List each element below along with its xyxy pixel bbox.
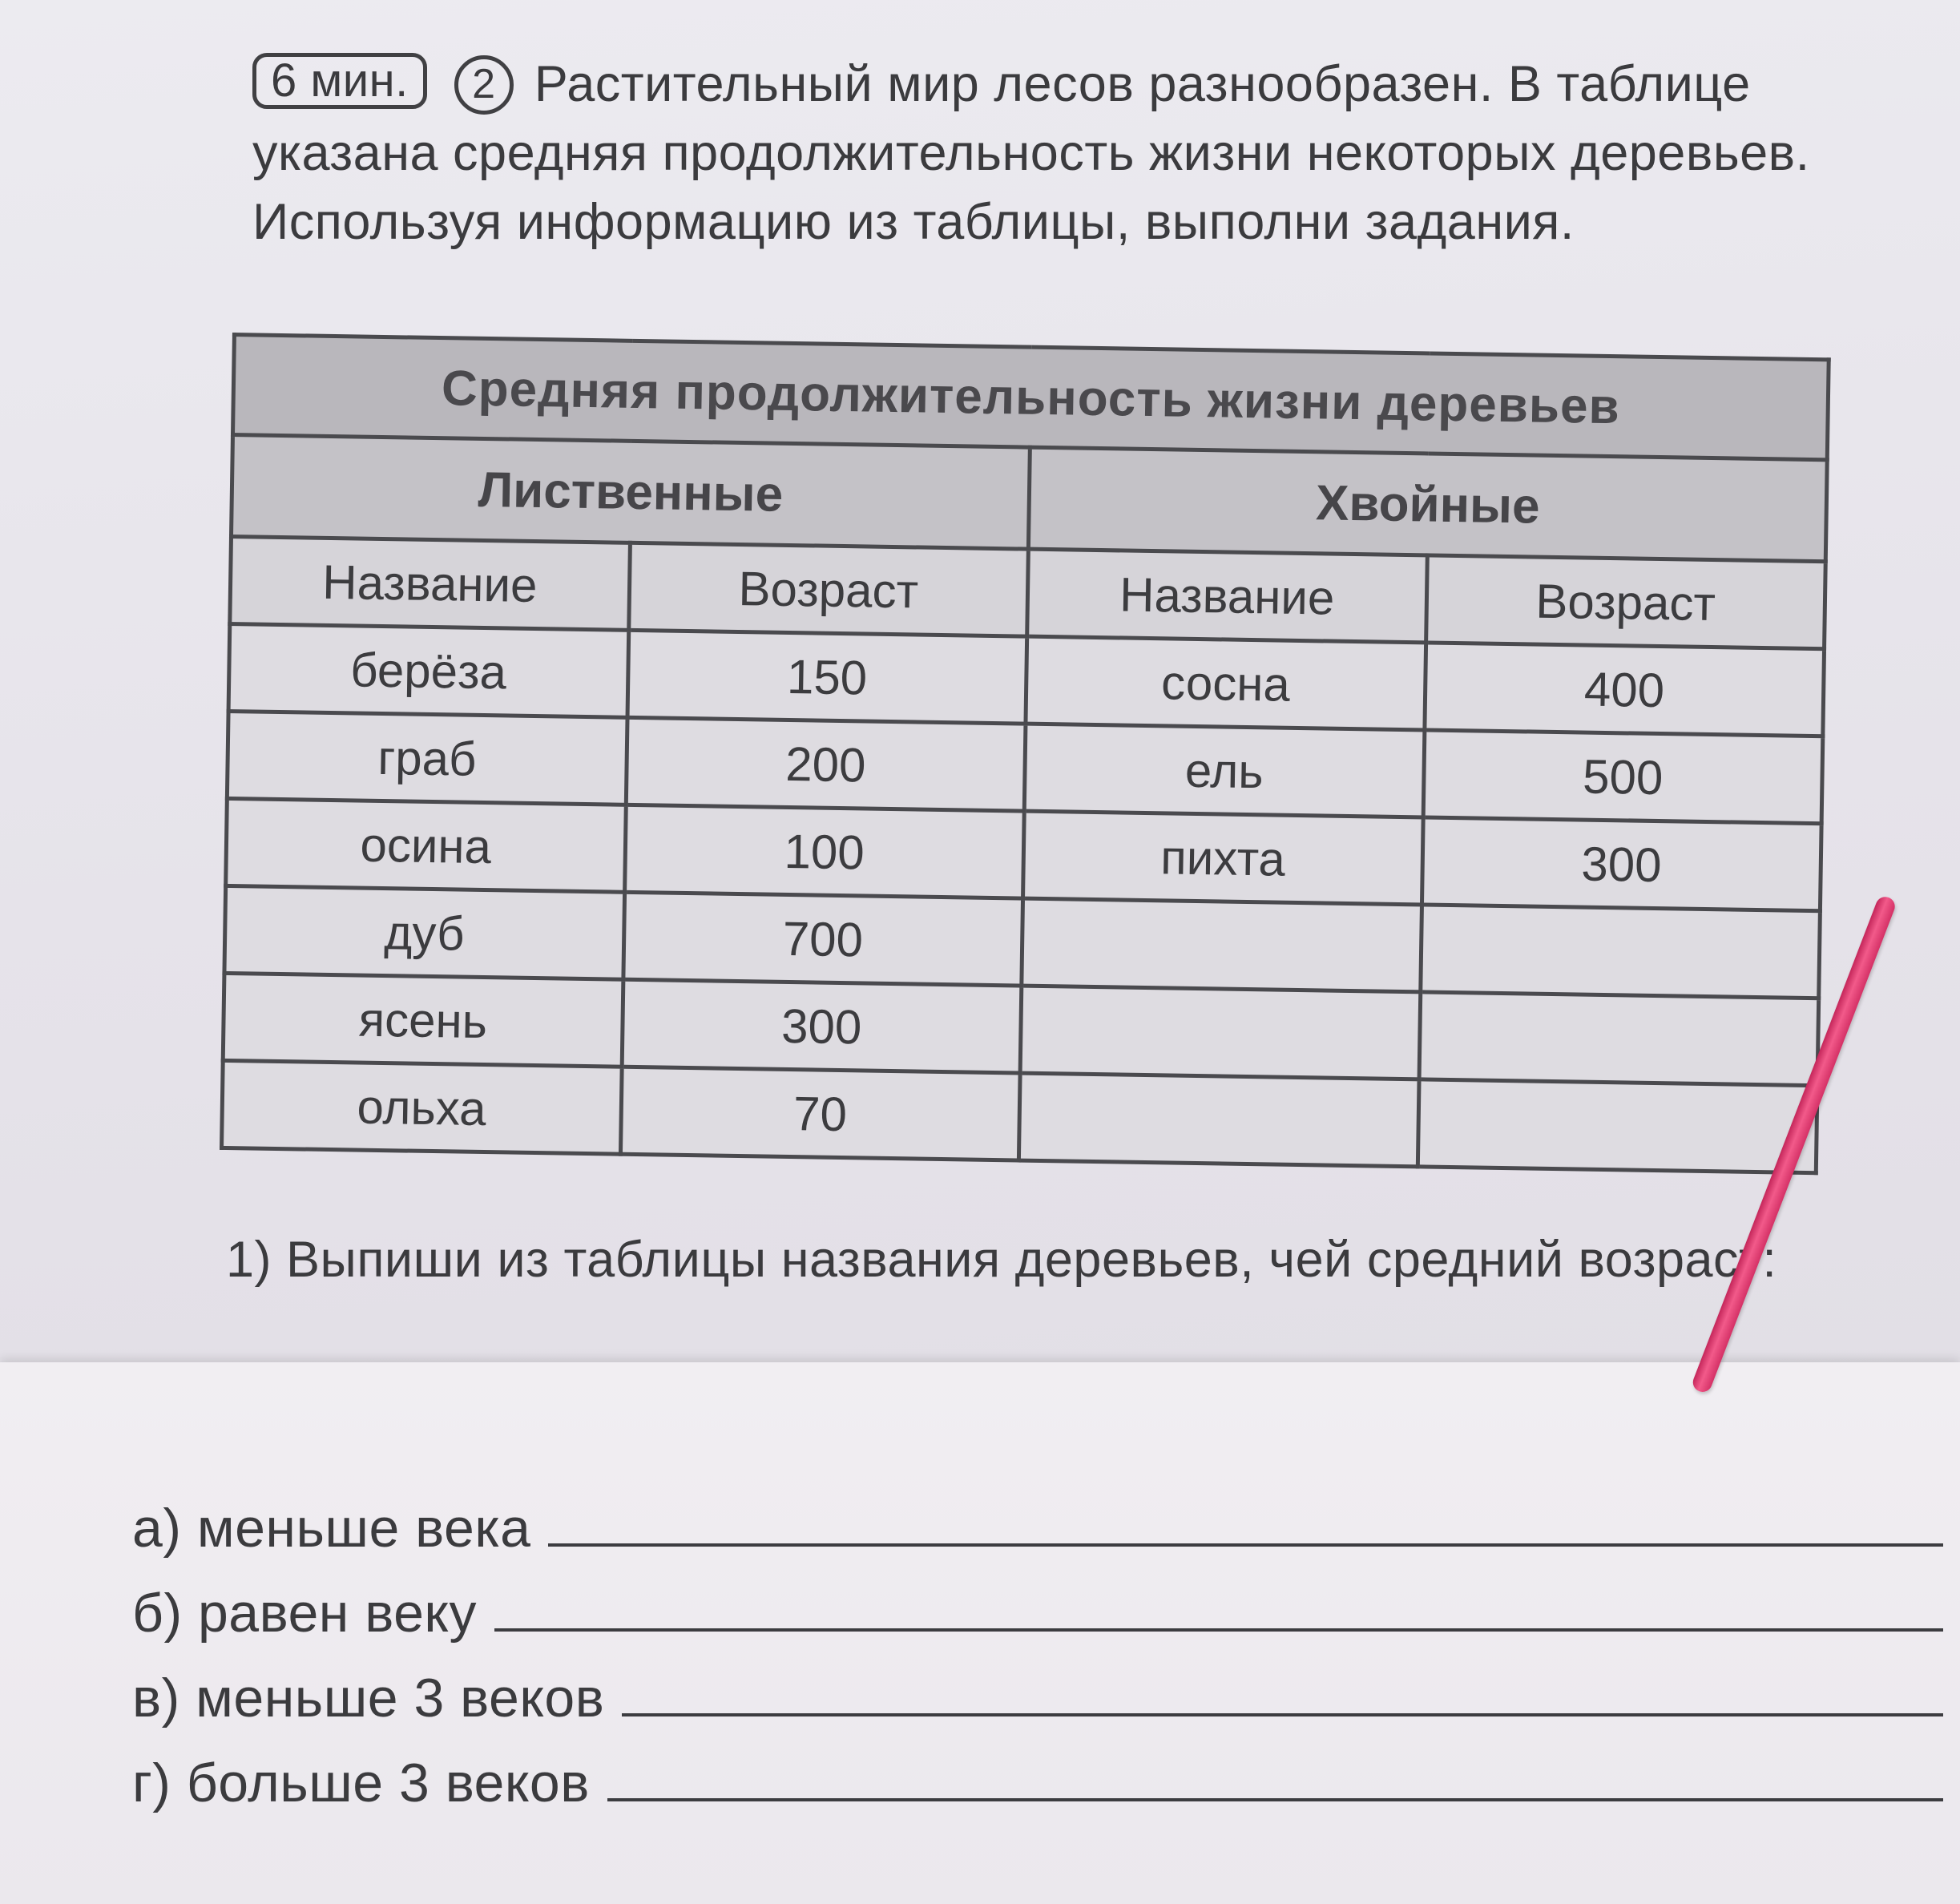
table-cell: берёза xyxy=(228,623,628,717)
task-text: Растительный мир лесов разнообразен. В таблице указана средняя продолжительность жизни некоторых деревьев. Используя информацию из таблицы, выполни задания. xyxy=(252,56,1810,250)
column-header: Возраст xyxy=(628,543,1028,636)
table-cell-empty xyxy=(1022,898,1422,992)
table-cell-empty xyxy=(1018,1073,1418,1167)
table-cell: 400 xyxy=(1424,643,1824,736)
tree-lifespan-table xyxy=(220,333,1831,1175)
worksheet-lower-page xyxy=(0,1362,1960,1904)
table-cell: ель xyxy=(1024,724,1424,817)
table-cell: сосна xyxy=(1026,636,1426,730)
column-header: Название xyxy=(1027,549,1427,643)
table-cell: 200 xyxy=(626,717,1026,811)
task-header xyxy=(252,50,1823,256)
table-cell-empty xyxy=(1418,1079,1817,1173)
table-cell: пихта xyxy=(1023,811,1423,905)
answer-blank-line[interactable] xyxy=(494,1625,1943,1632)
table-cell: 100 xyxy=(624,805,1024,898)
group-coniferous: Хвойные xyxy=(1028,447,1827,562)
task-number: 2 xyxy=(454,55,514,115)
answer-row-b xyxy=(132,1559,1943,1644)
table-cell: 300 xyxy=(622,979,1022,1073)
time-badge: 6 мин. xyxy=(252,53,427,109)
table-cell: дуб xyxy=(224,885,624,979)
table-cell-empty xyxy=(1420,905,1820,998)
table-title: Средняя продолжительность жизни деревьев xyxy=(232,335,1829,460)
table-cell: 150 xyxy=(627,630,1027,724)
answer-label: в) меньше 3 веков xyxy=(132,1668,605,1729)
answer-blank-line[interactable] xyxy=(622,1710,1943,1716)
answer-blank-line[interactable] xyxy=(548,1540,1943,1547)
answer-label: б) равен веку xyxy=(132,1583,477,1644)
table-cell: граб xyxy=(227,711,627,805)
answer-row-v xyxy=(132,1644,1943,1729)
answer-label: а) меньше века xyxy=(132,1498,531,1559)
table-cell: ясень xyxy=(223,973,623,1067)
table-cell: ольха xyxy=(222,1060,622,1154)
table-cell-empty xyxy=(1020,986,1420,1079)
table-cell: 70 xyxy=(620,1067,1020,1160)
tree-lifespan-table-wrap xyxy=(220,333,1831,1175)
table-cell: 700 xyxy=(623,892,1022,986)
answer-list xyxy=(132,1474,1943,1814)
answer-row-a xyxy=(132,1474,1943,1559)
answer-blank-line[interactable] xyxy=(607,1795,1943,1801)
answer-row-g xyxy=(132,1729,1943,1814)
column-header: Название xyxy=(230,537,630,631)
group-deciduous: Лиственные xyxy=(232,435,1030,550)
answer-label: г) больше 3 веков xyxy=(132,1753,590,1813)
table-cell: 500 xyxy=(1423,730,1823,824)
question-text: 1) Выпиши из таблицы названия деревьев, чей средний возраст: xyxy=(226,1232,1777,1288)
column-header: Возраст xyxy=(1426,555,1825,649)
table-cell: осина xyxy=(226,798,626,892)
table-cell: 300 xyxy=(1422,817,1821,911)
table-cell-empty xyxy=(1419,992,1819,1086)
